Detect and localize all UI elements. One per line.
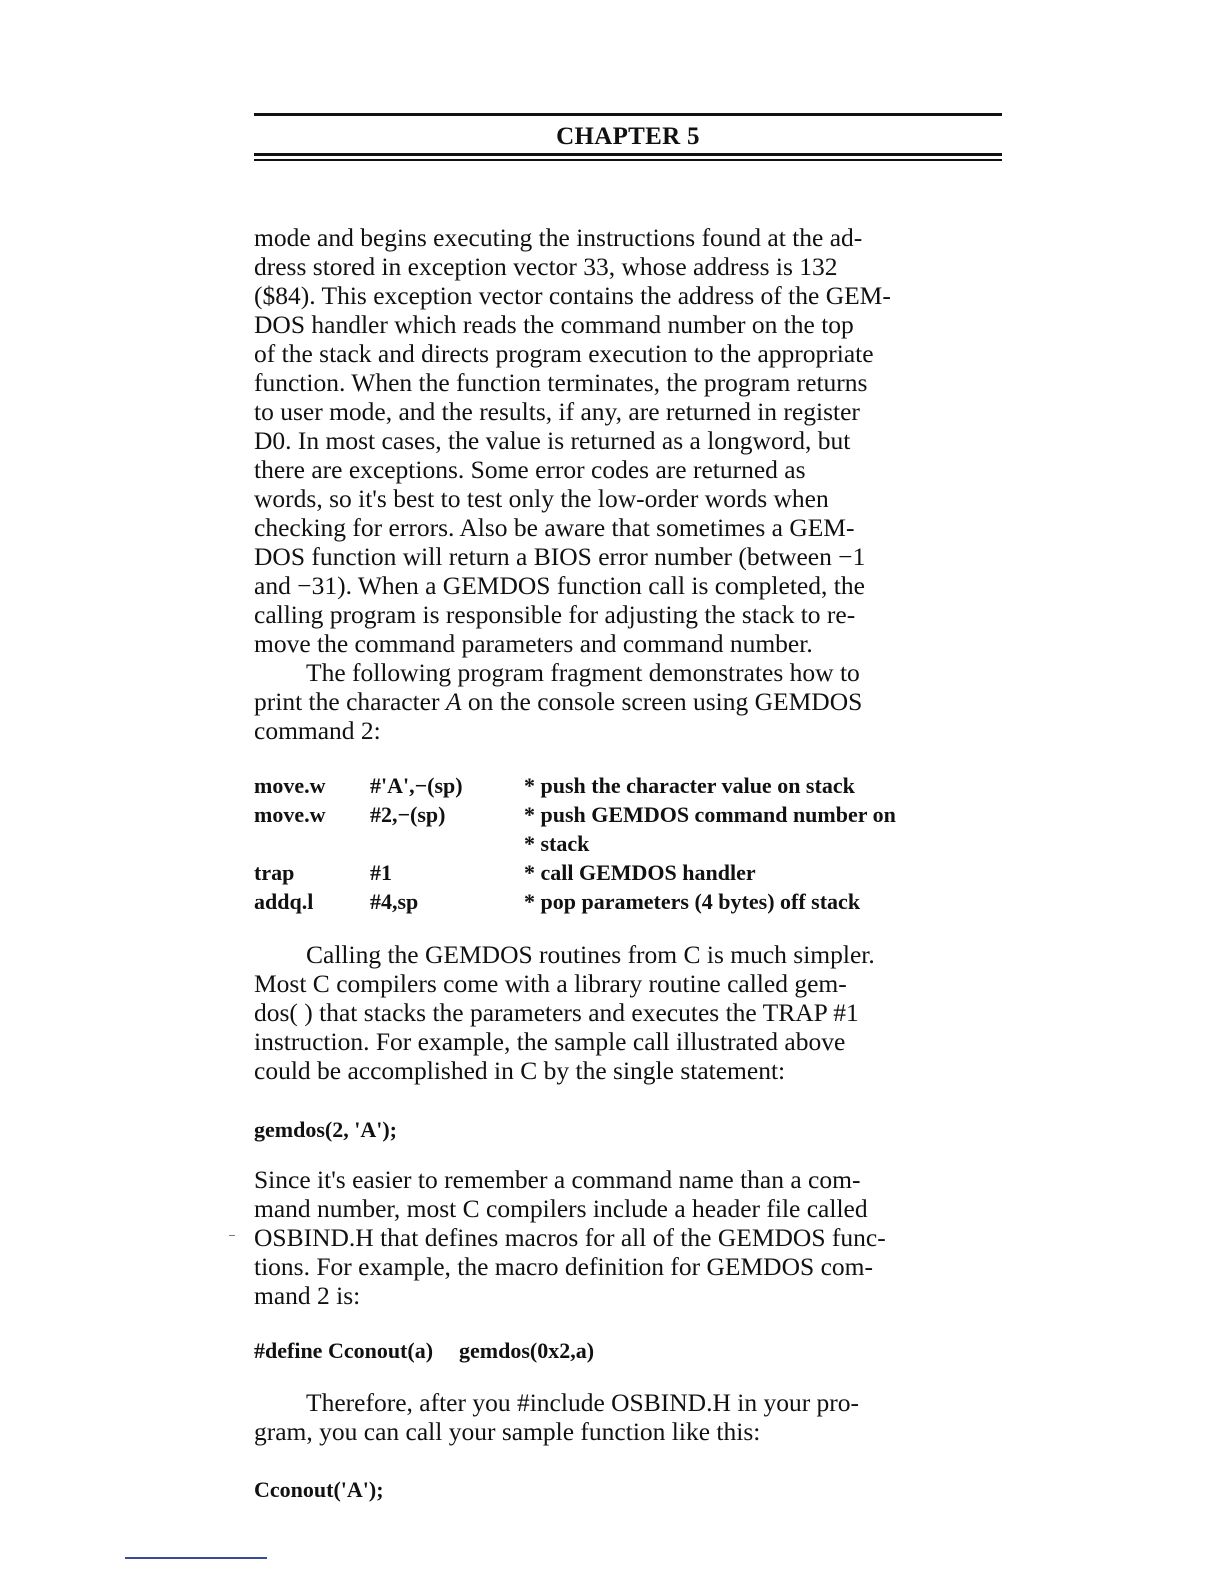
text-line: mand 2 is: (254, 1281, 361, 1310)
text-line: DOS handler which reads the command number on the top (254, 310, 854, 339)
header-top-rule (254, 113, 1002, 116)
text-line: Most C compilers come with a library routine called gem- (254, 969, 847, 998)
text-line: words, so it's best to test only the low-order words when (254, 484, 829, 513)
paragraph-c-calling (254, 940, 1002, 1085)
code-comment: * stack (524, 831, 590, 856)
code-cconout-call: Cconout('A'); (254, 1477, 384, 1502)
text-line: Since it's easier to remember a command name than a com- (254, 1165, 861, 1194)
code-opcode: addq.l (254, 889, 314, 914)
macro-name: #define Cconout(a) (254, 1338, 434, 1363)
text-line: there are exceptions. Some error codes are returned as (254, 455, 806, 484)
code-define-macro (254, 1338, 594, 1364)
code-opcode: trap (254, 860, 295, 885)
text-line: DOS function will return a BIOS error number (between −1 (254, 542, 866, 571)
text-line: to user mode, and the results, if any, are returned in register (254, 397, 860, 426)
text-fragment: on the console screen using GEMDOS (461, 687, 863, 716)
text-fragment: print the character (254, 687, 446, 716)
text-line: function. When the function terminates, the program returns (254, 368, 868, 397)
text-line: of the stack and directs program execution to the appropriate (254, 339, 874, 368)
code-operand: #1 (370, 860, 392, 885)
text-line: Calling the GEMDOS routines from C is much simpler. (306, 940, 875, 969)
header-bottom-rule (254, 153, 1002, 156)
macro-value: gemdos(0x2,a) (459, 1338, 595, 1363)
footnote-rule (125, 1557, 267, 1559)
text-line: Therefore, after you #include OSBIND.H in your pro- (306, 1388, 860, 1417)
text-line: gram, you can call your sample function like this: (254, 1417, 761, 1446)
text-line: dos( ) that stacks the parameters and executes the TRAP #1 (254, 998, 859, 1027)
text-line: mode and begins executing the instructions found at the ad- (254, 223, 863, 252)
text-line: command 2: (254, 716, 381, 745)
paragraph-include (254, 1388, 1002, 1446)
text-line: move the command parameters and command number. (254, 629, 813, 658)
code-opcode: move.w (254, 802, 326, 827)
code-comment: * push the character value on stack (524, 773, 855, 798)
text-line: calling program is responsible for adjusting the stack to re- (254, 600, 856, 629)
text-line: and −31). When a GEMDOS function call is completed, the (254, 571, 865, 600)
text-line: ($84). This exception vector contains the address of the GEM- (254, 281, 891, 310)
emphasized-character: A (445, 687, 462, 716)
header-bottom-rule-double (254, 159, 1002, 161)
text-line: dress stored in exception vector 33, whose address is 132 (254, 252, 838, 281)
text-line: D0. In most cases, the value is returned as a longword, but (254, 426, 851, 455)
text-line: could be accomplished in C by the single statement: (254, 1056, 786, 1085)
paragraph-gemdos-handler (254, 223, 1002, 745)
code-operand: #4,sp (370, 889, 419, 914)
paragraph-osbind (254, 1165, 1002, 1310)
text-line (254, 687, 1002, 716)
code-comment: * pop parameters (4 bytes) off stack (524, 889, 861, 914)
chapter-title: CHAPTER 5 (556, 123, 700, 150)
text-line: The following program fragment demonstrates how to (306, 658, 860, 687)
code-operand: #'A',−(sp) (370, 773, 463, 798)
text-line: mand number, most C compilers include a header file called (254, 1194, 868, 1223)
text-line: tions. For example, the macro definition for GEMDOS com- (254, 1252, 873, 1281)
margin-mark (229, 1235, 235, 1236)
code-gemdos-call: gemdos(2, 'A'); (254, 1117, 397, 1142)
code-comment: * call GEMDOS handler (524, 860, 756, 885)
code-comment: * push GEMDOS command number on (524, 802, 896, 827)
text-line: instruction. For example, the sample call illustrated above (254, 1027, 846, 1056)
text-line: OSBIND.H that defines macros for all of the GEMDOS func- (254, 1223, 886, 1252)
code-opcode: move.w (254, 773, 326, 798)
text-line: checking for errors. Also be aware that sometimes a GEM- (254, 513, 855, 542)
code-operand: #2,−(sp) (370, 802, 446, 827)
